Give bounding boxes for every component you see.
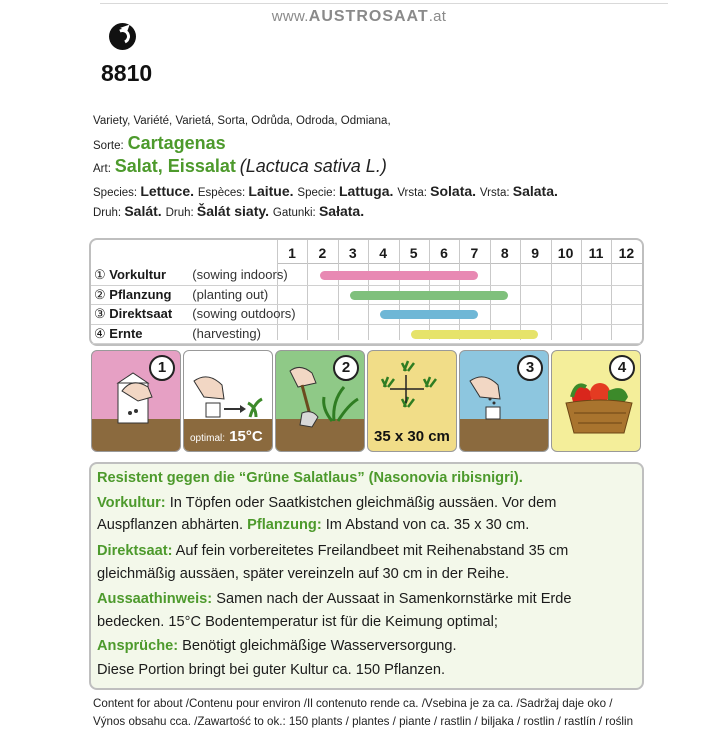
grid-line (520, 240, 521, 340)
content-footer-line-1: Content for about /Contenu pour environ /Il contenuto rende ca. /Vsebina je za ca. /Sadržaj daje oko / (93, 697, 613, 710)
species-label: Specie: (297, 187, 339, 199)
species-value: Laitue. (248, 183, 298, 199)
top-rule (100, 3, 668, 4)
species-label: Gatunki: (272, 207, 319, 219)
calendar-bar (320, 271, 478, 280)
druh-line (93, 203, 364, 219)
row-translation: (sowing indoors) (192, 267, 288, 282)
row-translation: (sowing outdoors) (192, 306, 296, 321)
row-name: Ernte (109, 325, 143, 341)
species-label: Vrsta: (479, 187, 513, 199)
step-number-badge: 4 (609, 355, 635, 381)
grid-line (611, 240, 612, 340)
month-header: 9 (531, 245, 540, 261)
website-url[interactable]: www.AUSTROSAAT.at (271, 8, 447, 25)
grid-line (277, 240, 278, 340)
month-header: 11 (588, 245, 604, 261)
species-line (93, 183, 558, 199)
portion-text: Diese Portion bringt bei guter Kultur ca. 150 Pflanzen. (97, 662, 446, 678)
calendar-row-label (94, 326, 261, 342)
row-name: Vorkultur (109, 267, 167, 282)
step-number-badge: 3 (517, 355, 543, 381)
spacing-caption: 35 x 30 cm (374, 428, 450, 445)
month-header: 6 (440, 245, 448, 261)
cultivation-step-panel (551, 350, 641, 452)
art-line: Art: Salat, Eissalat (Lactuca sativa L.) (93, 156, 387, 176)
month-header: 4 (379, 245, 388, 261)
month-header: 7 (470, 245, 479, 261)
species-value: Salát. (124, 203, 166, 219)
species-label: Druh: (165, 207, 197, 219)
species-label: Druh: (93, 207, 125, 219)
month-header: 2 (318, 245, 327, 261)
optimal-temperature-caption: optimal: 15°C (190, 428, 263, 445)
month-header: 10 (557, 245, 574, 261)
cultivation-step-panel (367, 350, 457, 452)
row-number: ③ (94, 306, 106, 321)
cultivation-step-panel (275, 350, 365, 452)
sowing-calendar (89, 238, 644, 346)
row-number: ② (94, 286, 106, 302)
row-translation: (planting out) (192, 286, 269, 302)
product-code: 8810 (101, 60, 153, 86)
cultivation-step-panel (459, 350, 549, 452)
row-number: ① (94, 267, 106, 282)
aussaathinweis-text-2: bedecken. 15°C Bodentemperatur ist für die Keimung optimal; (97, 614, 498, 630)
month-header: 3 (348, 245, 357, 261)
anspruche-text: Ansprüche: Benötigt gleichmäßige Wasserversorgung. (97, 638, 457, 654)
species-value: Salata. (512, 183, 558, 199)
vorkultur-text: Vorkultur: In Töpfen oder Saatkistchen gleichmäßig aussäen. Vor dem (97, 495, 557, 511)
green-dot-recycling-icon (109, 23, 136, 50)
grid-line (307, 240, 308, 340)
grid-line (581, 240, 582, 340)
sorte-line: Sorte: Cartagenas (93, 133, 226, 153)
direktsaat-text: Direktsaat: Auf fein vorbereitetes Freilandbeet mit Reihenabstand 35 cm (97, 543, 569, 559)
species-label: Espèces: (197, 187, 249, 199)
content-footer-line-2: Výnos obsahu cca. /Zawartość to ok.: 150 plants / plantes / piante / rastlin / biljaka / rostlin / rastlín / roślin (93, 715, 634, 728)
month-header: 12 (618, 245, 635, 261)
calendar-row-label (94, 306, 296, 322)
species-value: Sałata. (318, 203, 365, 219)
species-value: Solata. (430, 183, 480, 199)
calendar-bar (411, 330, 539, 339)
month-header: 1 (288, 245, 296, 261)
calendar-bar (380, 310, 477, 319)
row-name: Pflanzung (109, 286, 172, 302)
step-number-badge: 1 (149, 355, 175, 381)
grid-line (338, 240, 339, 340)
species-value: Lettuce. (140, 183, 198, 199)
species-value: Lattuga. (338, 183, 398, 199)
cultivation-step-panel (183, 350, 273, 452)
calendar-row-label (94, 267, 288, 283)
direktsaat-text-2: gleichmäßig aussäen, später vereinzeln auf 30 cm in der Reihe. (97, 566, 510, 582)
row-name: Direktsaat (109, 306, 173, 321)
species-value: Šalát siaty. (196, 203, 273, 219)
cultivation-step-panel (91, 350, 181, 452)
row-translation: (harvesting) (192, 325, 261, 341)
variety-labels: Variety, Variété, Varietá, Sorta, Odrůda, Odroda, Odmiana, (93, 115, 391, 127)
species-label: Species: (93, 187, 141, 199)
row-number: ④ (94, 325, 106, 341)
calendar-bar (350, 291, 508, 300)
cultivation-info-box (89, 462, 644, 690)
grid-line (551, 240, 552, 340)
species-label: Vrsta: (397, 187, 431, 199)
aussaathinweis-text: Aussaathinweis: Samen nach der Aussaat in Samenkornstärke mit Erde (97, 591, 572, 607)
month-header: 8 (500, 245, 509, 261)
calendar-row-label (94, 287, 268, 303)
step-number-badge: 2 (333, 355, 359, 381)
month-header: 5 (409, 245, 418, 261)
pflanzung-text: Auspflanzen abhärten. Pflanzung: Im Abstand von ca. 35 x 30 cm. (97, 517, 530, 533)
resistance-note: Resistent gegen die “Grüne Salatlaus” (Nasonovia ribisnigri). (97, 470, 523, 486)
